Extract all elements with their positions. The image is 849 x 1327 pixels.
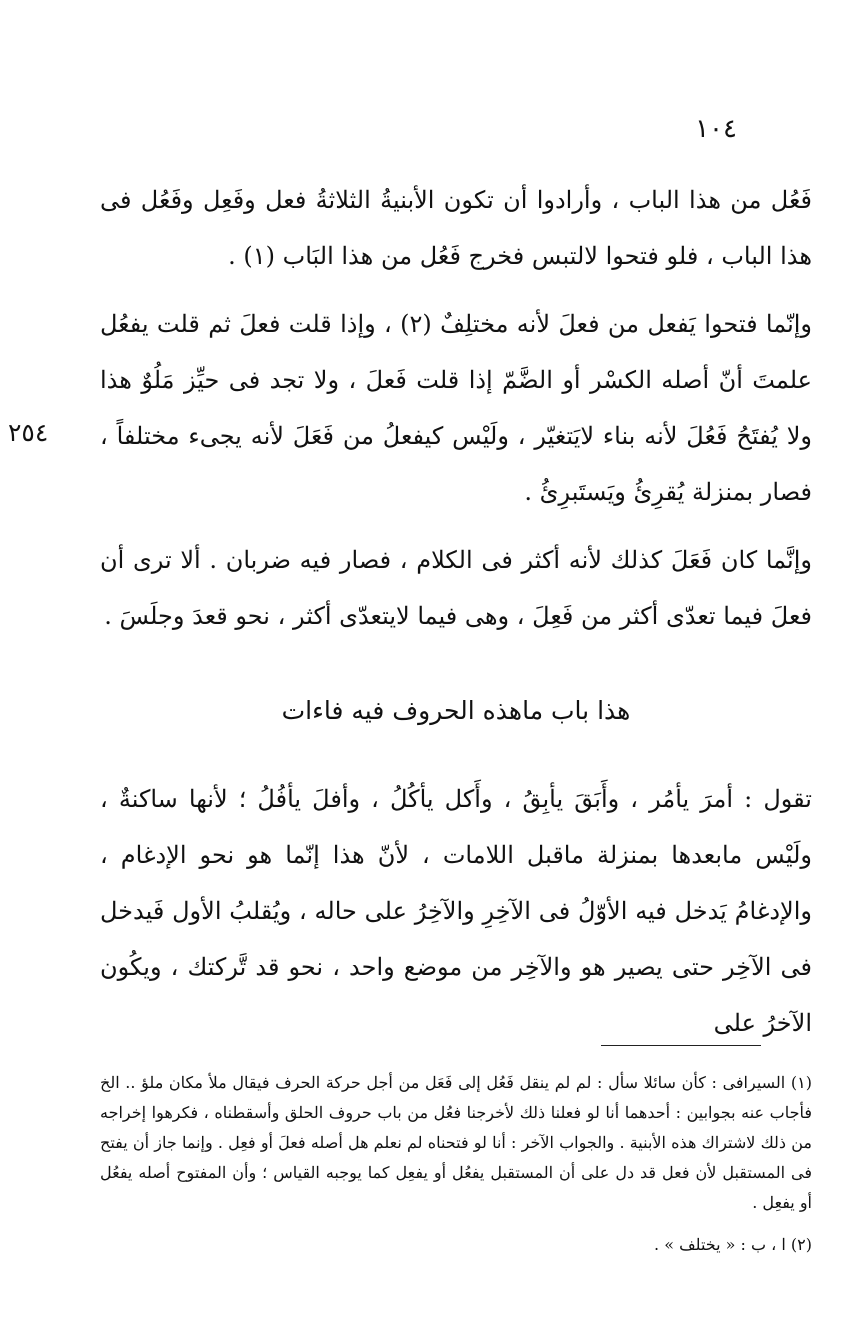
footnote-2: (٢) ا ، ب : « يختلف » . — [654, 1235, 812, 1254]
footnote-1: (١) السيرافى : كأن سائلا سأل : لم لم ينقل فَعُل إلى فَعَل من أجل حركة الحرف فيقال ملأ مكان ملؤ .. الخ فأجاب عنه بجوابين : أحدهما أنا لو فعلنا ذلك لأخرجنا فعُل من باب حروف الحلق وأسقطناه ، فكرهوا إخراجه من ذلك لاشتراك هذه الأبنية . والجواب الآخر : أنا لو فتحناه لم نعلم هل أصله فعلَ أو فعِل . وإنما جاز أن يفتح فى المستقبل لأن فعل قد دل على أن المستقبل يفعُل أو يفعِل كما يوجبه القياس ؛ وأن المفتوح أصله يفعُل أو يفعِل . — [100, 1073, 812, 1212]
paragraph-3 — [100, 532, 812, 644]
margin-number: ٢٥٤ — [8, 418, 49, 447]
section-paragraph — [100, 771, 812, 1051]
footnote-divider — [601, 1045, 761, 1046]
paragraph-text: وإنَّما كان فَعَلَ كذلك لأنه أكثر فى الكلام ، فصار فيه ضربان . ألا ترى أن فعلَ فيما تعدّى أكثر من فَعِلَ ، وهى فيما لايتعدّى أكثر ، نحو قعدَ وجلَسَ . — [100, 546, 812, 630]
paragraph-1 — [100, 172, 812, 284]
paragraph-2 — [100, 296, 812, 520]
paragraph-text: فَعُل من هذا الباب ، وأرادوا أن تكون الأبنيةُ الثلاثةُ فعل وفَعِل وفَعُل فى هذا الباب ، فلو فتحوا لالتبس فخرج فَعُل من هذا البَاب (١) . — [100, 186, 812, 270]
footnotes — [100, 1068, 812, 1260]
page-number: ١٠٤ — [695, 114, 737, 144]
main-text — [100, 172, 812, 1063]
paragraph-text: تقول : أمرَ يأمُر ، وأَبَقَ يأبِقُ ، وأَكل يأكُلُ ، وأفلَ يأفُلُ ؛ لأنها ساكنةٌ ، ولَيْس مابعدها بمنزلة ماقبل اللامات ، لأنّ هذا إنّما هو نحو الإدغام ، والإدغامُ يَدخل فيه الأوّلُ فى الآخِرِ والآخِرُ على حاله ، ويُقلبُ الأول فَيدخل فى الآخِر حتى يصير هو والآخِر من موضع واحد ، نحو قد تَّركتك ، ويكُون الآخرُ على — [100, 785, 812, 1037]
section-heading: هذا باب ماهذه الحروف فيه فاءات — [281, 696, 631, 725]
paragraph-text: وإنّما فتحوا يَفعل من فعلَ لأنه مختلِفٌ (٢) ، وإذا قلت فعلَ ثم قلت يفعُل علمتَ أنّ أصله الكسْر أو الضَّمّ إذا قلت فَعلَ ، ولا تجد فى حيِّز مَلُوٌ هذا ولا يُفتَحُ فَعُلَ لأنه بناء لايَتغيّر ، ولَيْس كيفعلُ من فَعَلَ لأنه يجىء مختلفاً ، فصار بمنزلة يُقرِئُ ويَستَبرِئُ . — [100, 310, 813, 506]
